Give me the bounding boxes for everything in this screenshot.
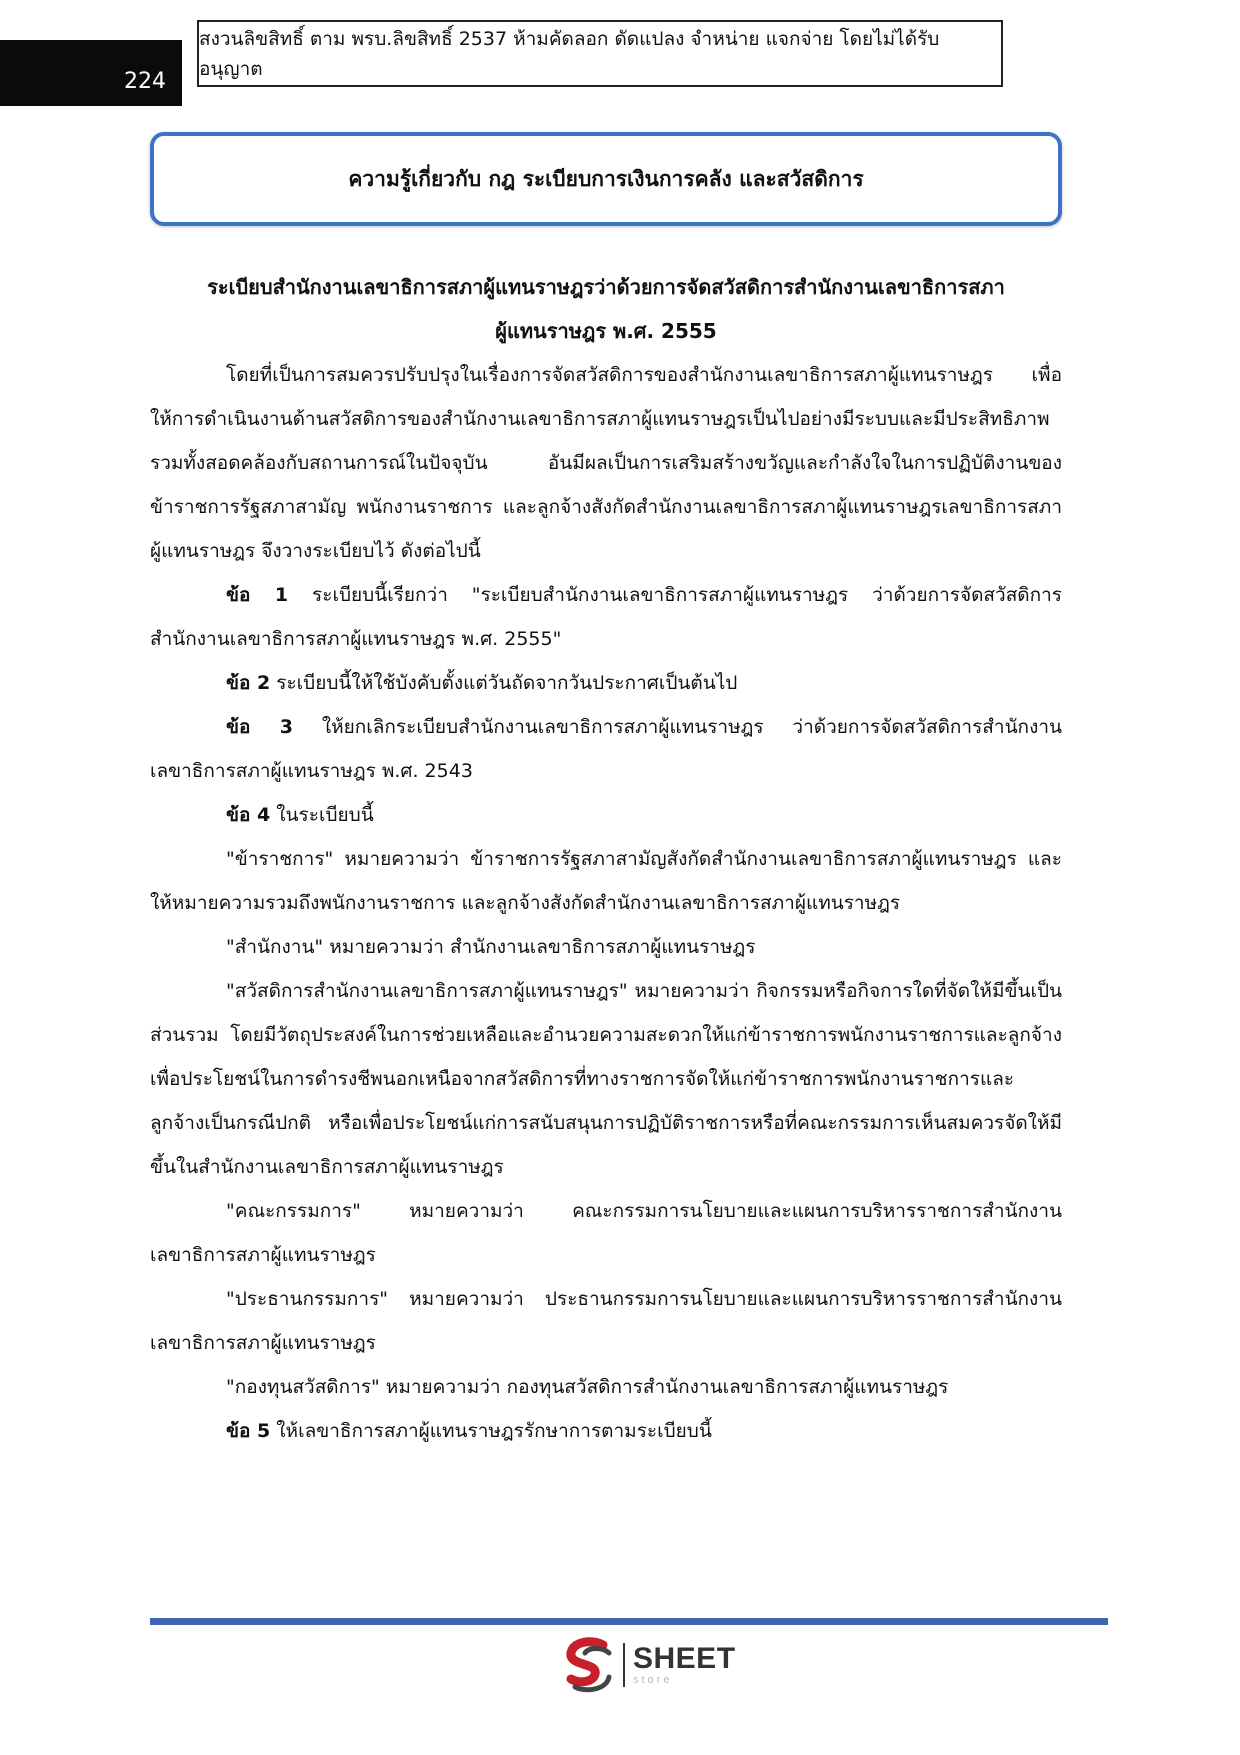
clause-5-text: ให้เลขาธิการสภาผู้แทนราษฎรรักษาการตามระเบียบนี้ (270, 1420, 712, 1442)
clause-3 (150, 705, 1062, 793)
sheet-store-logo (563, 1637, 736, 1693)
clause-4 (150, 793, 1062, 837)
page-number-box (0, 40, 182, 106)
definition-committee: "คณะกรรมการ" หมายความว่า คณะกรรมการนโยบายและแผนการบริหารราชการสำนักงานเลขาธิการสภาผู้แทนราษฎร (150, 1200, 1062, 1266)
clause-5 (150, 1409, 1062, 1453)
clause-3-text: ให้ยกเลิกระเบียบสำนักงานเลขาธิการสภาผู้แทนราษฎร ว่าด้วยการจัดสวัสดิการสำนักงานเลขาธิการสภาผู้แทนราษฎร พ.ศ. 2543 (150, 716, 1062, 782)
section-heading: ความรู้เกี่ยวกับ กฎ ระเบียบการเงินการคลัง และสวัสดิการ (348, 166, 864, 191)
logo-separator (623, 1643, 625, 1687)
definition-fund: "กองทุนสวัสดิการ" หมายความว่า กองทุนสวัสดิการสำนักงานเลขาธิการสภาผู้แทนราษฎร (226, 1376, 949, 1398)
clause-4-label: ข้อ 4 (226, 804, 271, 826)
logo-text (633, 1644, 736, 1686)
clause-1 (150, 573, 1062, 661)
document-body (150, 353, 1062, 1453)
copyright-notice: สงวนลิขสิทธิ์ ตาม พรบ.ลิขสิทธิ์ 2537 ห้ามคัดลอก ดัดแปลง จำหน่าย แจกจ่าย โดยไม่ได้รับอนุญาต (199, 27, 940, 80)
page-number: 224 (124, 69, 166, 94)
clause-5-label: ข้อ 5 (226, 1420, 271, 1442)
definition-welfare: "สวัสดิการสำนักงานเลขาธิการสภาผู้แทนราษฎร" หมายความว่า กิจกรรมหรือกิจการใดที่จัดให้มีขึ้นเป็นส่วนรวม โดยมีวัตถุประสงค์ในการช่วยเหลือและอำนวยความสะดวกให้แก่ข้าราชการพนักงานราชการและลูกจ้างเพื่อประโยชน์ในการดำรงชีพนอกเหนือจากสวัสดิการที่ทางราชการจัดให้แก่ข้าราชการพนักงานราชการและลูกจ้างเป็นกรณีปกติ หรือเพื่อประโยชน์แก่การสนับสนุนการปฏิบัติราชการหรือที่คณะกรรมการเห็นสมควรจัดให้มีขึ้นในสำนักงานเลขาธิการสภาผู้แทนราษฎร (150, 980, 1062, 1178)
sheet-logo-icon (563, 1637, 617, 1693)
section-heading-box (150, 132, 1062, 226)
definition-office: "สำนักงาน" หมายความว่า สำนักงานเลขาธิการสภาผู้แทนราษฎร (226, 936, 756, 958)
logo-subtext: store (633, 1674, 673, 1686)
clause-2 (150, 661, 1062, 705)
document-title (150, 265, 1062, 353)
footer-rule (150, 1618, 1108, 1625)
clause-3-label: ข้อ 3 (226, 716, 294, 738)
document-title-line2: ผู้แทนราษฎร พ.ศ. 2555 (495, 319, 717, 343)
clause-2-text: ระเบียบนี้ให้ใช้บังคับตั้งแต่วันถัดจากวันประกาศเป็นต้นไป (270, 672, 738, 694)
document-title-line1: ระเบียบสำนักงานเลขาธิการสภาผู้แทนราษฎรว่าด้วยการจัดสวัสดิการสำนักงานเลขาธิการสภา (207, 275, 1005, 299)
copyright-notice-box (197, 20, 1003, 87)
clause-1-label: ข้อ 1 (226, 584, 289, 606)
definition-officer: "ข้าราชการ" หมายความว่า ข้าราชการรัฐสภาสามัญสังกัดสำนักงานเลขาธิการสภาผู้แทนราษฎร และให้หมายความรวมถึงพนักงานราชการ และลูกจ้างสังกัดสำนักงานเลขาธิการสภาผู้แทนราษฎร (150, 848, 1062, 914)
definition-chairman: "ประธานกรรมการ" หมายความว่า ประธานกรรมการนโยบายและแผนการบริหารราชการสำนักงานเลขาธิการสภาผู้แทนราษฎร (150, 1288, 1062, 1354)
clause-1-text: ระเบียบนี้เรียกว่า "ระเบียบสำนักงานเลขาธิการสภาผู้แทนราษฎร ว่าด้วยการจัดสวัสดิการสำนักงานเลขาธิการสภาผู้แทนราษฎร พ.ศ. 2555" (150, 584, 1063, 650)
logo-word: SHEET (633, 1642, 736, 1675)
preamble-paragraph: โดยที่เป็นการสมควรปรับปรุงในเรื่องการจัดสวัสดิการของสำนักงานเลขาธิการสภาผู้แทนราษฎร เพื่อให้การดำเนินงานด้านสวัสดิการของสำนักงานเลขาธิการสภาผู้แทนราษฎรเป็นไปอย่างมีระบบและมีประสิทธิภาพ รวมทั้งสอดคล้องกับสถานการณ์ในปัจจุบัน อันมีผลเป็นการเสริมสร้างขวัญและกำลังใจในการปฏิบัติงานของข้าราชการรัฐสภาสามัญ พนักงานราชการ และลูกจ้างสังกัดสำนักงานเลขาธิการสภาผู้แทนราษฎรเลขาธิการสภาผู้แทนราษฎร จึงวางระเบียบไว้ ดังต่อไปนี้ (150, 364, 1062, 562)
clause-4-text: ในระเบียบนี้ (270, 804, 374, 826)
clause-2-label: ข้อ 2 (226, 672, 271, 694)
